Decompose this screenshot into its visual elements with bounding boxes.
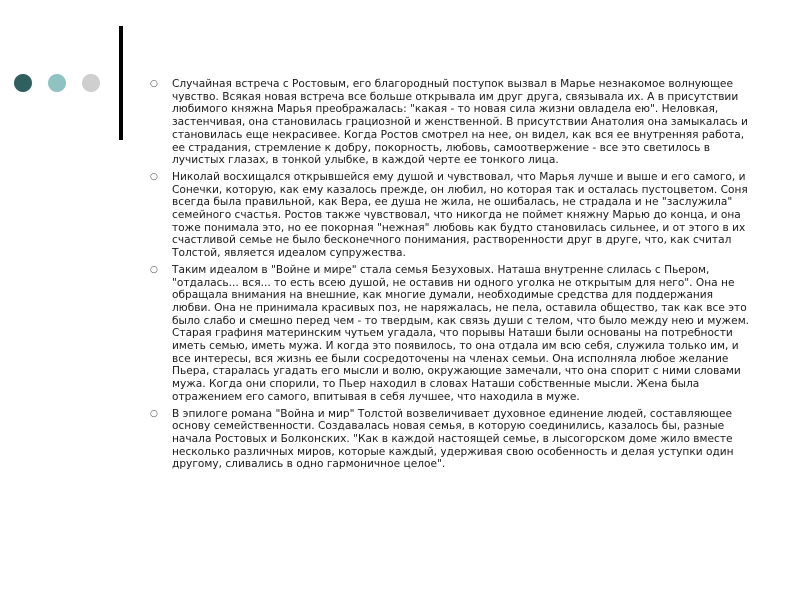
bullet-icon: ○ bbox=[150, 264, 158, 275]
bullet-list bbox=[150, 78, 750, 475]
paragraph-text: Таким идеалом в "Войне и мире" стала семья Безуховых. Наташа внутренне слилась с Пьером, "отдалась... вся... то есть всею душой, не оставив ни одного уголка не открытым для него". Она не обращала внимания на внешние, как многие думали, необходимые средства для поддержания любви. Она не принимала красивых поз, не наряжалась, не пела, оставила общество, так как все это было слабо и смешно перед чем - то твердым, как связь души с телом, что было между нею и мужем. Старая графиня материнским чутьем угадала, что порывы Наташи были основаны на потребности иметь семью, иметь мужа. И когда это появилось, то она отдала им всю себя, служила только им, и все интересы, вся жизнь ее были сосредоточены на членах семьи. Она исполняла любое желание Пьера, старалась угадать его мысли и волю, окружающие замечали, что она спорит с ними словами мужа. Когда они спорили, то Пьер находил в словах Наташи собственные мысли. Жена была отражением его самого, впитывая в себя лучшее, что находила в муже. bbox=[172, 263, 750, 403]
paragraph-text: Случайная встреча с Ростовым, его благородный поступок вызвал в Марье незнакомое волнующее чувство. Всякая новая встреча все больше открывала им друг друга, связывала их. А в присутствии любимого княжна Марья преображалась: "какая - то новая сила жизни овладела ею". Неловкая, застенчивая, она становилась грациозной и женственной. В присутствии Анатолия она замыкалась и становилась еще некрасивее. Когда Ростов смотрел на нее, он видел, как вся ее внутренняя работа, ее страдания, стремление к добру, покорность, любовь, самоотвержение - все это светилось в лучистых глазах, в тонкой улыбке, в каждой черте ее тонкого лица. bbox=[172, 78, 748, 167]
vertical-accent-bar bbox=[119, 26, 123, 140]
decor-dot-gray bbox=[82, 74, 100, 92]
bullet-icon: ○ bbox=[150, 408, 158, 419]
bullet-paragraph bbox=[150, 408, 750, 472]
decor-dot-dark bbox=[14, 74, 32, 92]
bullet-paragraph bbox=[150, 78, 750, 167]
bullet-icon: ○ bbox=[150, 171, 158, 182]
bullet-paragraph bbox=[150, 171, 750, 260]
bullet-icon: ○ bbox=[150, 79, 158, 89]
bullet-paragraph bbox=[150, 264, 750, 404]
decor-dot-light bbox=[48, 74, 66, 92]
paragraph-text: В эпилоге романа "Война и мир" Толстой возвеличивает духовное единение людей, составляющее основу семейственности. Создавалась новая семья, в которую соединились, казалось бы, разные начала Ростовых и Болконских. "Как в каждой настоящей семье, в лысогорском доме жило вместе несколько различных миров, которые каждый, удерживая свою особенность и делая уступки один другому, сливались в одно гармоничное целое". bbox=[172, 407, 734, 471]
paragraph-text: Николай восхищался открывшейся ему душой и чувствовал, что Марья лучше и выше и его самого, и Сонечки, которую, как ему казалось прежде, он любил, но которая так и осталась пустоцветом. Соня всегда была правильной, как Вера, ее душа не жила, не ошибалась, не страдала и не "заслужила" семейного счастья. Ростов также чувствовал, что никогда не поймет княжну Марью до конца, и она тоже понимала это, но ее покорная "нежная" любовь как будто становилась сильнее, и от этого в их счастливой семье не было бесконечного понимания, растворенности друг в друге, что, как считал Толстой, является идеалом супружества. bbox=[172, 170, 748, 260]
